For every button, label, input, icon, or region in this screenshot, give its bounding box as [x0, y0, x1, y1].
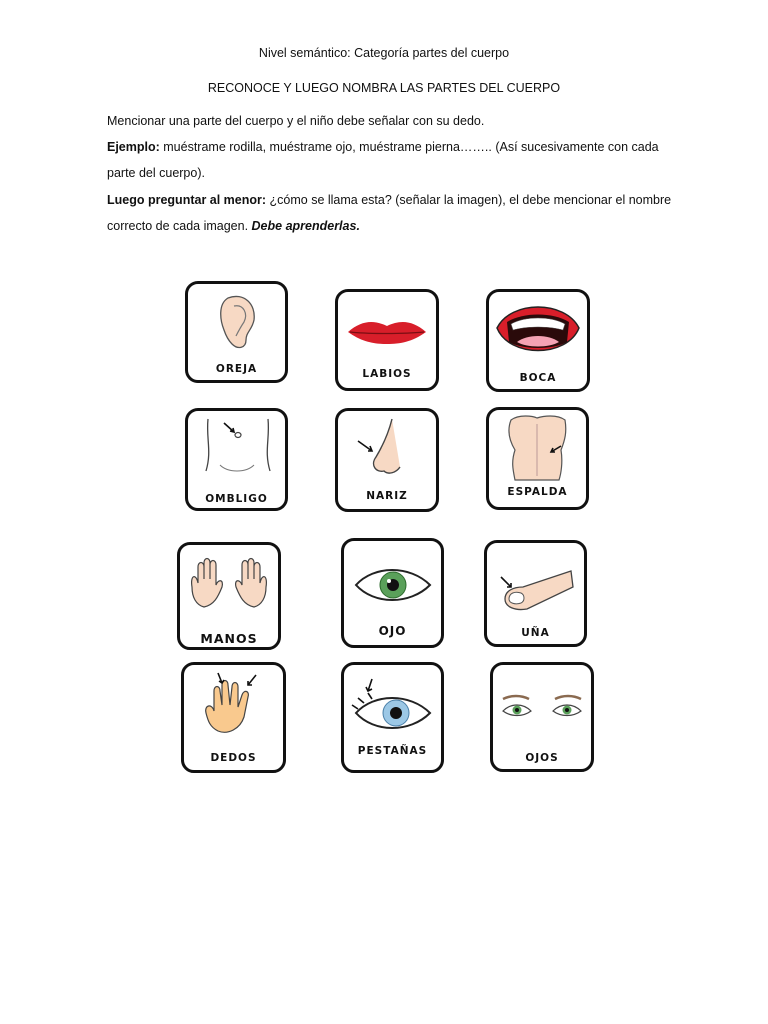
- card-label: OREJA: [215, 363, 258, 375]
- instruction-line-4: [107, 193, 671, 207]
- instruction-line-2: [107, 140, 659, 154]
- instruction-line-1: [107, 114, 484, 128]
- instruction-text: parte del cuerpo).: [107, 166, 205, 180]
- card-boca: [486, 289, 590, 392]
- instruction-line-3: [107, 166, 205, 180]
- card-ombligo: [185, 408, 288, 511]
- card-label: LABIOS: [362, 368, 412, 380]
- instruction-bold: Luego preguntar al menor:: [107, 193, 267, 207]
- card-label: NARIZ: [366, 490, 408, 502]
- card-espalda: [486, 407, 589, 510]
- instruction-text: ¿cómo se llama esta? (señalar la imagen), el debe mencionar el nombre: [266, 193, 672, 207]
- instruction-text: Mencionar una parte del cuerpo y el niño debe señalar con su dedo.: [107, 114, 485, 128]
- card-nariz: [335, 408, 439, 512]
- card-label: UÑA: [521, 627, 550, 639]
- instruction-emphasis: Debe aprenderlas.: [251, 219, 360, 233]
- card-una: [484, 540, 587, 647]
- card-ojos: [490, 662, 594, 772]
- card-label: DEDOS: [210, 752, 257, 764]
- card-manos: [177, 542, 281, 650]
- card-labios: [335, 289, 439, 391]
- card-oreja: [185, 281, 288, 383]
- page-subtitle: RECONOCE Y LUEGO NOMBRA LAS PARTES DEL CUERPO: [207, 81, 561, 95]
- instruction-bold: Ejemplo:: [107, 140, 160, 154]
- card-label: PESTAÑAS: [357, 745, 428, 757]
- card-label: ESPALDA: [507, 486, 568, 498]
- card-label: BOCA: [519, 372, 557, 384]
- card-label: OJO: [378, 624, 407, 638]
- card-pestanas: [341, 662, 444, 773]
- card-label: OJOS: [525, 752, 559, 764]
- card-label: OMBLIGO: [205, 493, 268, 505]
- card-label: MANOS: [200, 631, 258, 646]
- instruction-text: correcto de cada imagen.: [107, 219, 252, 233]
- card-ojo: [341, 538, 444, 648]
- card-dedos: [181, 662, 286, 773]
- instruction-text: muéstrame rodilla, muéstrame ojo, muéstrame pierna…….. (Así sucesivamente con cada: [159, 140, 659, 154]
- instruction-line-5: [107, 219, 360, 233]
- page-title: Nivel semántico: Categoría partes del cuerpo: [258, 46, 510, 60]
